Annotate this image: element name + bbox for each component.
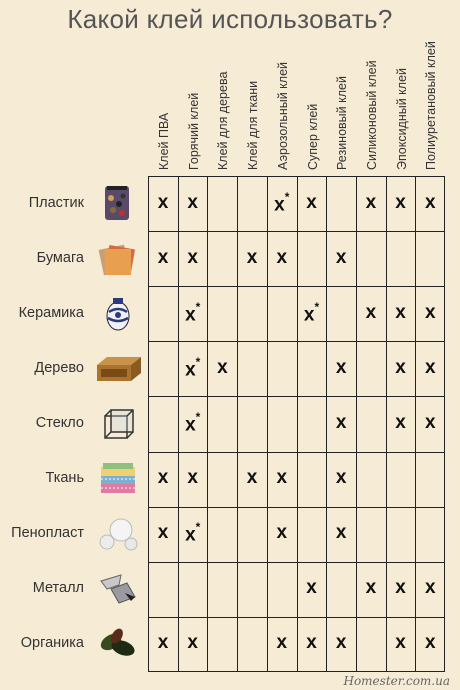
compatibility-mark: x: [187, 191, 198, 213]
column-header: [237, 0, 267, 176]
grid-hline: [148, 617, 445, 618]
compatibility-mark: x*: [185, 299, 201, 326]
grid-hline: [148, 452, 445, 453]
compatibility-mark: x: [425, 356, 436, 378]
column-header: [297, 0, 327, 176]
column-header: [207, 0, 237, 176]
column-header-label: Полиуретановый клей: [424, 41, 439, 170]
glass-cube-icon: [95, 406, 141, 442]
compatibility-mark: x: [246, 467, 258, 489]
column-header-label: Клей для ткани: [246, 80, 261, 170]
compatibility-mark: x*: [274, 189, 290, 215]
column-header-label: Силиконовый клей: [364, 60, 379, 170]
grid-hline: [148, 231, 445, 232]
column-header: [326, 0, 356, 176]
compatibility-mark: x*: [185, 520, 201, 546]
column-header: [178, 0, 208, 176]
watermark: Homester.com.ua: [343, 674, 450, 688]
compatibility-mark: x: [425, 411, 436, 433]
glue-table: [148, 176, 445, 672]
compatibility-mark: x: [306, 577, 317, 599]
compatibility-mark: x: [276, 522, 288, 544]
compatibility-mark: x: [425, 632, 436, 654]
row-label: Органика: [20, 635, 84, 652]
compatibility-mark: x: [335, 246, 347, 268]
column-header-label: Клей для дерева: [216, 71, 231, 170]
compatibility-mark: x: [395, 191, 406, 213]
compatibility-mark: x: [157, 191, 169, 213]
compatibility-mark: x: [335, 522, 347, 544]
column-header-label: Клей ПВА: [157, 112, 171, 170]
compatibility-mark: x: [217, 356, 228, 378]
fabric-icon: [95, 461, 141, 497]
leaves-icon: [95, 626, 141, 662]
compatibility-mark: x: [276, 246, 288, 268]
compatibility-mark: x: [187, 467, 198, 489]
paper-icon: [95, 241, 141, 277]
compatibility-mark: x: [395, 356, 406, 378]
column-header-label: Резиновый клей: [335, 76, 350, 170]
compatibility-mark: x: [425, 191, 436, 213]
grid-hline: [148, 671, 445, 672]
compatibility-mark: x: [335, 467, 347, 489]
row-label: Стекло: [35, 414, 84, 431]
compatibility-mark: x*: [303, 299, 320, 326]
plastic-beads-icon: [95, 186, 141, 222]
ceramic-vase-icon: [95, 296, 141, 332]
compatibility-mark: x: [157, 632, 169, 654]
row-label: Ткань: [45, 470, 84, 487]
grid-hline: [148, 507, 445, 508]
column-header: [386, 0, 416, 176]
compatibility-mark: x: [395, 632, 406, 654]
foam-balls-icon: [95, 516, 141, 552]
compatibility-mark: x: [157, 467, 169, 489]
page-title: Какой клей использовать?: [67, 4, 393, 34]
compatibility-mark: x: [187, 632, 198, 654]
compatibility-mark: x: [246, 246, 258, 268]
compatibility-mark: x: [276, 467, 288, 489]
column-header: [267, 0, 297, 176]
compatibility-mark: x: [335, 411, 347, 433]
grid-hline: [148, 396, 445, 397]
compatibility-mark: x: [365, 191, 377, 213]
column-header-label: Горячий клей: [186, 92, 201, 170]
column-header: [148, 0, 178, 176]
metal-icon: [95, 571, 141, 607]
column-header-label: Эпоксидный клей: [394, 67, 409, 170]
wood-box-icon: [95, 351, 141, 387]
compatibility-mark: x: [425, 577, 436, 599]
column-header-label: Супер клей: [305, 103, 320, 170]
compatibility-mark: x: [425, 301, 436, 323]
row-label: Бумага: [36, 249, 84, 266]
grid-hline: [148, 176, 445, 177]
compatibility-mark: x: [335, 356, 347, 378]
compatibility-mark: x: [395, 411, 406, 433]
column-header: [356, 0, 386, 176]
row-label: Дерево: [34, 359, 84, 376]
column-header: [415, 0, 445, 176]
row-label: Пенопласт: [11, 525, 84, 542]
compatibility-mark: x: [157, 522, 169, 544]
row-label: Керамика: [18, 304, 84, 321]
compatibility-mark: x: [306, 191, 317, 213]
row-label: Металл: [32, 580, 84, 597]
compatibility-mark: x: [365, 301, 377, 323]
grid-hline: [148, 341, 445, 342]
compatibility-mark: x: [395, 577, 406, 599]
grid-hline: [148, 286, 445, 287]
grid-hline: [148, 562, 445, 563]
compatibility-mark: x: [365, 577, 377, 599]
row-label: Пластик: [28, 194, 84, 211]
compatibility-mark: x: [187, 246, 198, 268]
compatibility-mark: x*: [185, 409, 201, 436]
compatibility-mark: x: [276, 632, 288, 654]
compatibility-mark: x*: [185, 354, 201, 381]
compatibility-mark: x: [157, 246, 169, 268]
compatibility-mark: x: [395, 301, 406, 323]
column-header-label: Аэрозольный клей: [275, 61, 290, 170]
compatibility-mark: x: [306, 632, 317, 654]
compatibility-mark: x: [335, 632, 347, 654]
